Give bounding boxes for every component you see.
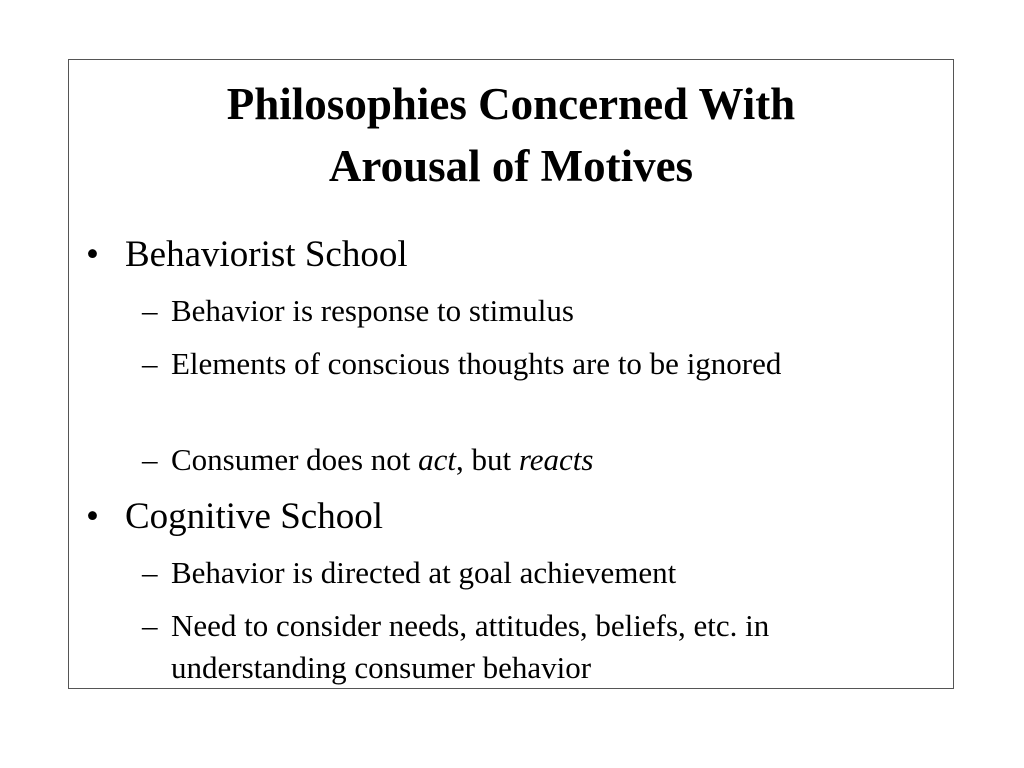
sub-item-prefix: Consumer does not	[171, 442, 419, 477]
sub-item-goal-achievement	[142, 552, 911, 594]
bullet-heading: Behaviorist School	[125, 234, 408, 275]
slide-title-line-1: Philosophies Concerned With	[226, 79, 796, 129]
sub-item-text: Behavior is directed at goal achievement	[171, 555, 677, 590]
dash-mark: –	[142, 555, 158, 590]
sub-item-text	[142, 439, 911, 481]
sub-item-text: Need to consider needs, attitudes, beliefs, etc. in understanding consumer behavior	[171, 608, 770, 685]
sub-item-conscious-thoughts	[142, 343, 831, 385]
bullet-behaviorist-school	[86, 234, 408, 276]
dash-mark: –	[142, 442, 158, 477]
emphasis-reacts: reacts	[518, 442, 594, 477]
bullet-cognitive-school	[86, 496, 383, 538]
slide-title-line-2: Arousal of Motives	[328, 141, 694, 191]
sub-item-middle: , but	[456, 442, 519, 477]
bullet-mark: •	[86, 496, 99, 537]
bullet-mark: •	[86, 234, 99, 275]
sub-item-consumer-reacts	[142, 439, 911, 481]
bullet-heading: Cognitive School	[125, 496, 383, 537]
sub-item-response-to-stimulus	[142, 290, 911, 332]
sub-item-text: Elements of conscious thoughts are to be ignored	[171, 346, 782, 381]
sub-item-needs-attitudes-beliefs	[142, 605, 906, 689]
dash-mark: –	[142, 346, 158, 381]
dash-mark: –	[142, 293, 158, 328]
dash-mark: –	[142, 608, 158, 643]
emphasis-act: act	[418, 442, 456, 477]
sub-item-text: Behavior is response to stimulus	[171, 293, 574, 328]
